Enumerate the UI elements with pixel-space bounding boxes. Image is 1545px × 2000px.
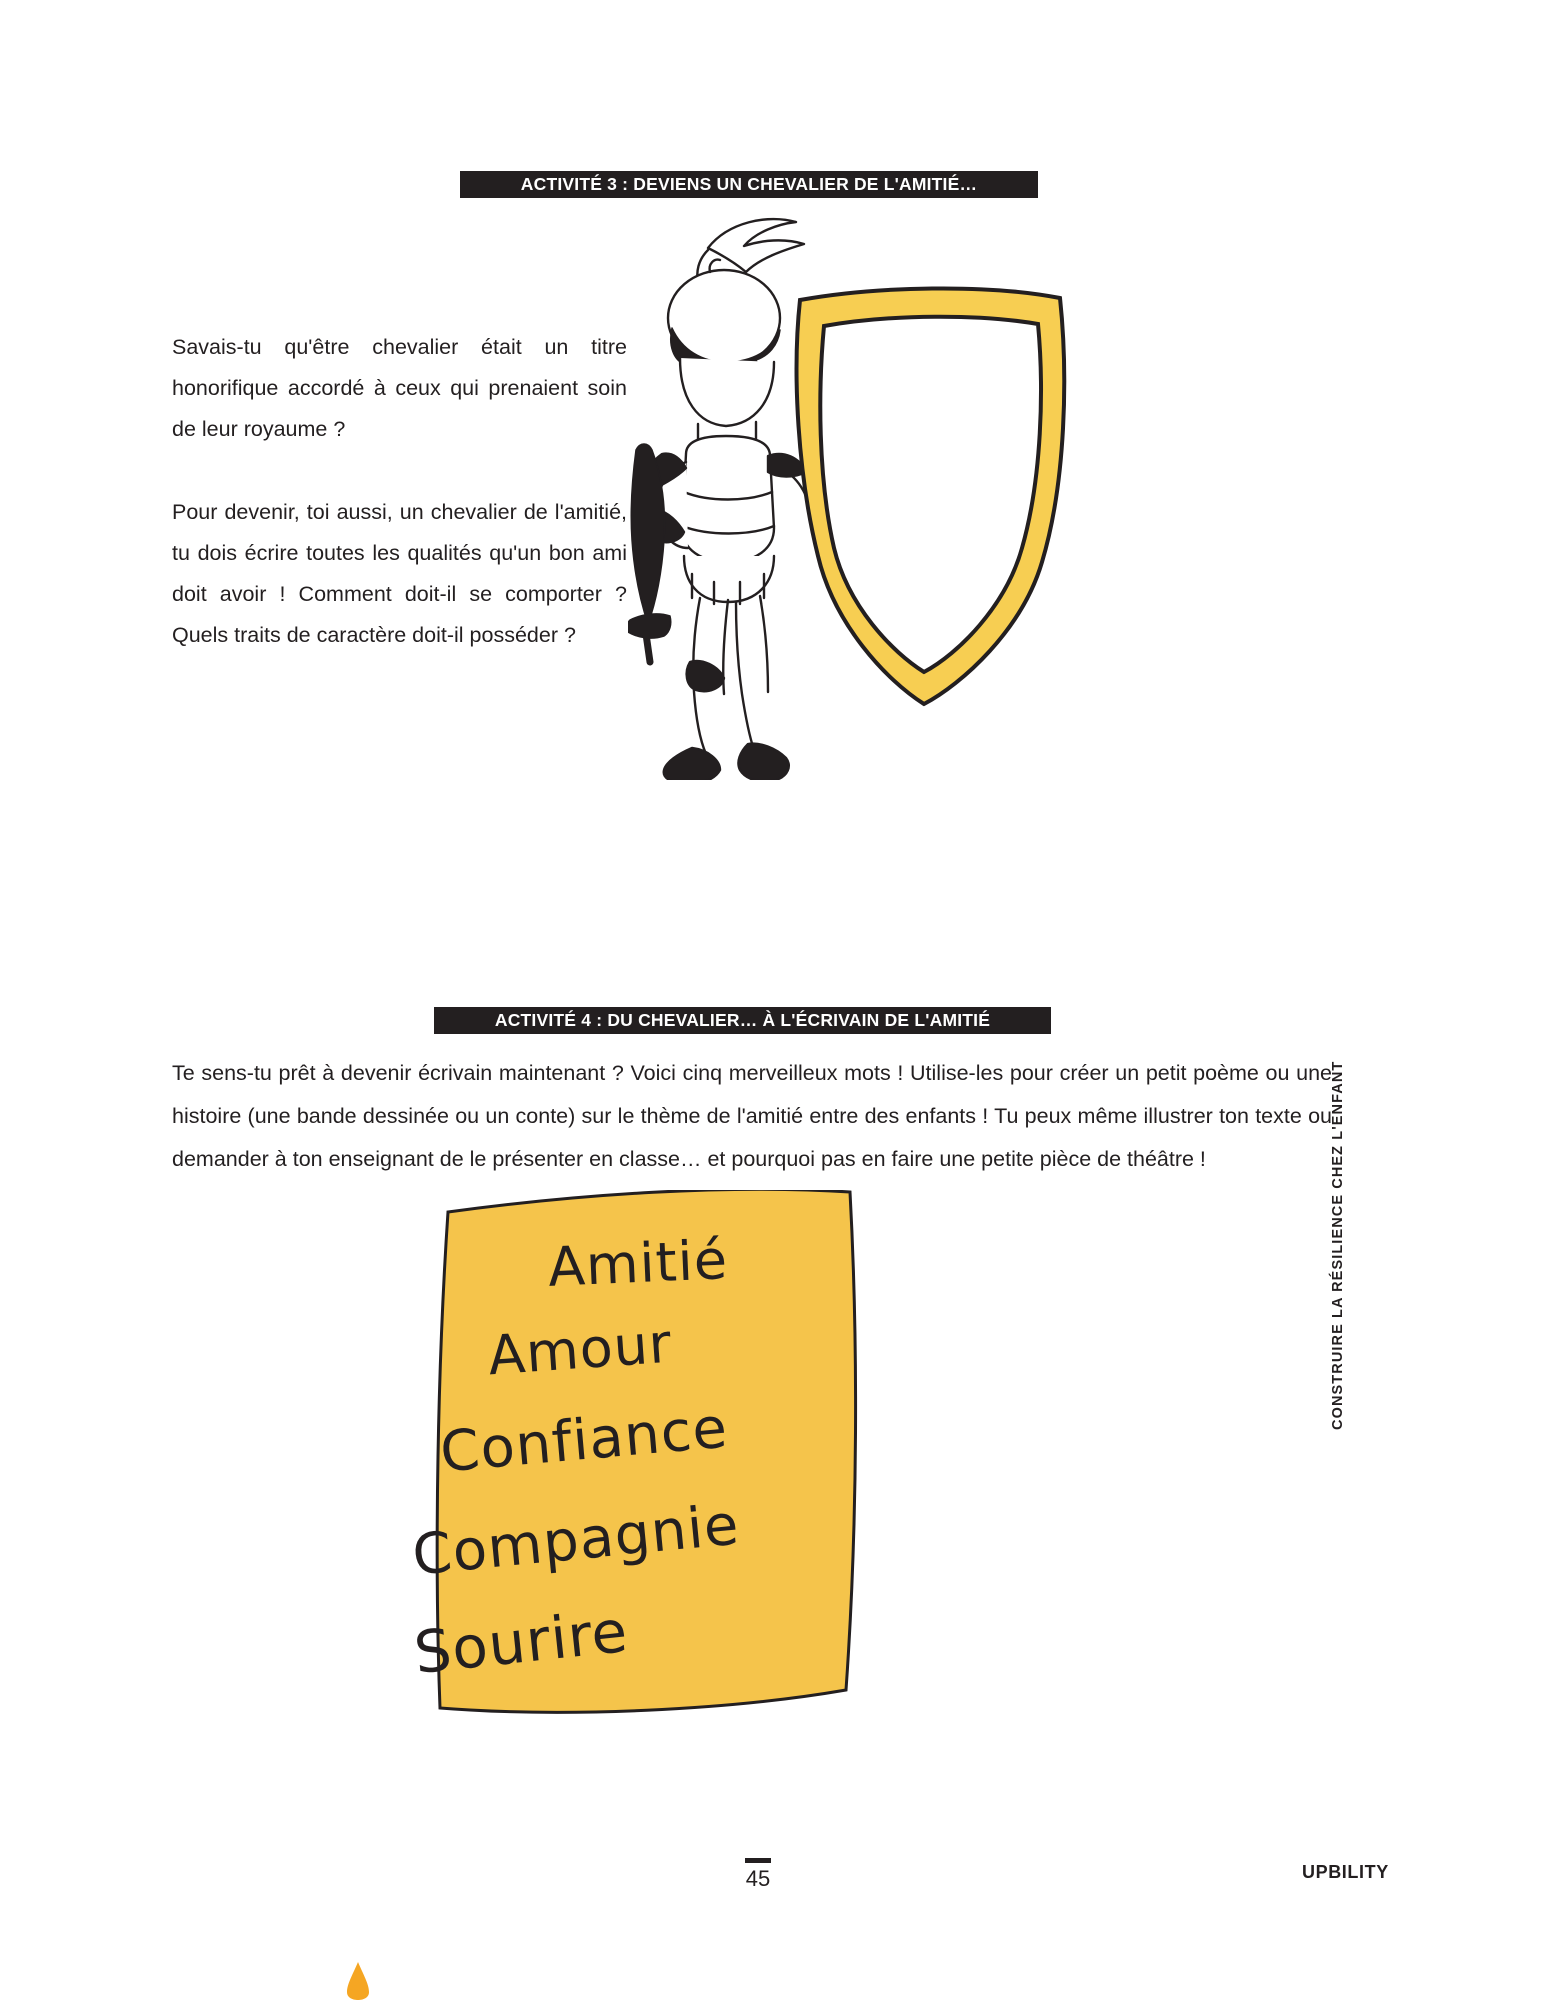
word-note [330,1190,890,1860]
activity-4-banner: ACTIVITÉ 4 : DU CHEVALIER… À L'ÉCRIVAIN DE L'AMITIÉ [434,1007,1051,1034]
knight-illustration [628,210,1108,780]
knight-drawing-svg [628,210,1108,780]
page-number [718,1858,798,1891]
knight-shield [797,288,1065,704]
activity-3-paragraph-1: Savais-tu qu'être chevalier était un titre honorifique accordé à ceux qui prenaient soin de leur royaume ? [172,335,627,441]
running-head: CONSTRUIRE LA RÉSILIENCE CHEZ L'ENFANT [1330,1060,1346,1430]
note-word-amour: Amour [486,1311,674,1388]
note-word-compagnie: Compagnie [409,1492,743,1589]
note-word-sourire: Sourire [411,1596,632,1688]
helmet-plume [708,219,804,272]
activity-3-banner: ACTIVITÉ 3 : DEVIENS UN CHEVALIER DE L'AMITIÉ… [460,171,1038,198]
knight-right-leg [736,602,754,750]
knight-face [680,358,774,426]
activity-4-paragraph-1: Te sens-tu prêt à devenir écrivain maintenant ? Voici cinq merveilleux mots ! Utilise-les pour créer un petit poème ou une histoire (une bande dessinée ou un conte) sur le thème de l'amitié entre des enfants ! Tu peux même illustrer ton texte ou demander à ton enseignant de le présenter en classe… et pourquoi pas en faire une petite pièce de théâtre ! [172,1061,1332,1171]
accent-arrow-icon [345,1962,371,2000]
left-knee-guard [687,661,724,691]
right-boot [738,744,788,780]
bottom-accent-mark [345,1962,371,2000]
left-boot [664,748,720,780]
note-word-amitie: Amitié [546,1228,730,1299]
page-number-text: 45 [745,1866,771,1891]
page-number-rule [745,1858,771,1863]
brand-logo: UPBILITY [1302,1862,1389,1882]
activity-3-paragraph-2: Pour devenir, toi aussi, un chevalier de l'amitié, tu dois écrire toutes les qualités qu'un bon ami doit avoir ! Comment doit-il se comporter ? Quels traits de caractère doit-il posséder ? [172,500,627,647]
note-word-confiance: Confiance [437,1395,731,1486]
